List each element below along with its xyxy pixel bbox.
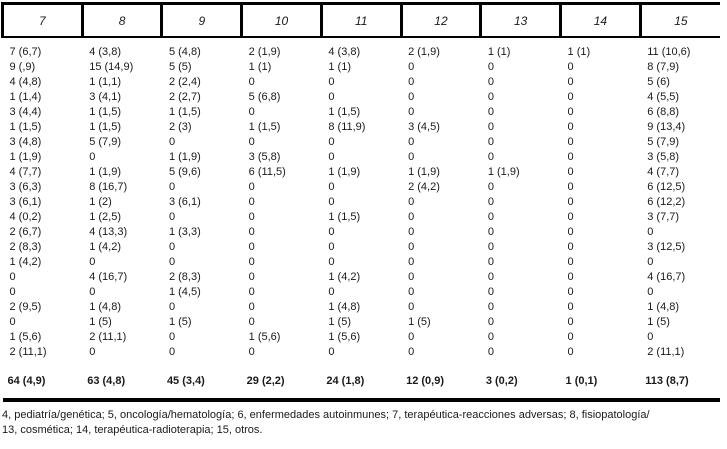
total-cell: 3 (0,2): [481, 360, 561, 400]
table-cell: 0: [328, 226, 335, 238]
column-header: 9: [162, 4, 242, 38]
total-cell: 12 (0,9): [401, 360, 481, 400]
column-header: 15: [640, 4, 720, 38]
table-cell: 0: [248, 346, 255, 358]
table-cell: 8 (16,7): [89, 181, 128, 193]
table-cell: 0: [248, 76, 255, 88]
table-cell: 1 (2,5): [89, 211, 122, 223]
table-cell: 4 (16,7): [89, 271, 128, 283]
table-cell: 0: [567, 316, 574, 328]
table-cell: 0: [328, 286, 335, 298]
table-cell: 1 (1): [487, 46, 511, 58]
table-cell: 1 (5): [647, 316, 670, 328]
table-cell: 1 (1,9): [168, 151, 201, 163]
table-cell: 0: [168, 301, 176, 313]
table-cell: 0: [567, 226, 574, 238]
table-cell: 0: [567, 286, 574, 298]
table-cell: 2 (11,1): [89, 331, 127, 343]
table-cell: 2 (3): [168, 121, 192, 133]
table-cell: 4 (7,7): [9, 166, 42, 178]
table-cell: 5 (6): [647, 76, 670, 88]
table-cell: 4 (0,2): [9, 211, 42, 223]
table-body: [3, 37, 721, 360]
table-cell: 2 (9,5): [9, 301, 42, 313]
table-cell: 0: [408, 346, 415, 358]
table-cell: 1 (1,9): [487, 166, 520, 178]
table-row: [3, 105, 721, 120]
table-footnote: [2, 408, 727, 438]
table-cell: 0: [248, 211, 255, 223]
table-cell: 5 (9,6): [168, 166, 201, 178]
table-row: [3, 90, 721, 105]
table-row: [3, 180, 721, 195]
table-cell: 0: [567, 136, 574, 148]
table-cell: 0: [567, 331, 574, 343]
table-cell: 6 (11,5): [248, 166, 286, 178]
table-cell: 4 (5,5): [647, 91, 680, 103]
table-row: [3, 240, 721, 255]
table-cell: 1 (4,5): [168, 286, 201, 298]
table-cell: 0: [567, 166, 574, 178]
footnote-line-2: 13, cosmética; 14, terapéutica-radioterapia; 15, otros.: [2, 424, 263, 436]
table-cell: 0: [89, 346, 96, 358]
table-cell: 0: [408, 331, 415, 343]
table-cell: 9 (,9): [9, 61, 36, 73]
table-cell: 0: [89, 256, 96, 268]
table-cell: 0: [89, 286, 96, 298]
table-cell: 0: [168, 136, 176, 148]
table-cell: 2 (6,7): [9, 226, 42, 238]
table-cell: 6 (12,5): [647, 181, 686, 193]
table-cell: 1 (1,5): [328, 211, 361, 223]
totals-row: [3, 360, 721, 400]
table-cell: 0: [567, 211, 574, 223]
table-cell: 4 (3,8): [89, 46, 122, 58]
table-cell: 3 (6,1): [9, 196, 42, 208]
table-cell: 1 (4,8): [647, 301, 680, 313]
table-cell: 1 (5): [168, 316, 192, 328]
table-cell: 15 (14,9): [89, 61, 134, 73]
table-cell: 2 (8,3): [168, 271, 201, 283]
table-row: [3, 120, 721, 135]
table-cell: 0: [487, 61, 494, 73]
table-cell: 0: [567, 346, 574, 358]
table-cell: 0: [408, 226, 415, 238]
table-cell: 0: [487, 211, 494, 223]
table-cell: 4 (4,8): [9, 76, 42, 88]
table-cell: 0: [567, 241, 574, 253]
table-cell: 1 (1,5): [89, 121, 122, 133]
table-cell: 0: [408, 106, 415, 118]
table-cell: 2 (11,1): [9, 346, 47, 358]
table-row: [3, 37, 721, 60]
table-cell: 1 (4,8): [89, 301, 122, 313]
table-cell: 9 (13,4): [647, 121, 686, 133]
header-row: [3, 4, 721, 38]
table-cell: 8 (7,9): [647, 61, 680, 73]
table-cell: 3 (12,5): [647, 241, 686, 253]
table-cell: 1 (1,9): [328, 166, 361, 178]
frequency-table: [1, 2, 720, 402]
table-cell: 0: [328, 196, 335, 208]
table-cell: 1 (1,9): [89, 166, 122, 178]
table-cell: 1 (1,9): [9, 151, 42, 163]
table-cell: 0: [328, 76, 335, 88]
table-cell: 0: [328, 181, 335, 193]
table-cell: 1 (1): [567, 46, 591, 58]
column-header: 7: [3, 4, 83, 38]
table-cell: 0: [567, 121, 574, 133]
table-cell: 1 (1,4): [9, 91, 42, 103]
table-cell: 0: [647, 226, 654, 238]
column-header: 11: [321, 4, 401, 38]
table-cell: 1 (1,5): [89, 106, 122, 118]
column-header: 12: [401, 4, 481, 38]
table-cell: 0: [487, 301, 494, 313]
table-cell: 0: [408, 211, 415, 223]
table-cell: 3 (4,4): [9, 106, 42, 118]
table-row: [3, 270, 721, 285]
table-cell: 0: [408, 241, 415, 253]
table-cell: 0: [408, 61, 415, 73]
table-cell: 4 (7,7): [647, 166, 680, 178]
table-cell: 0: [9, 286, 16, 298]
table-cell: 0: [408, 286, 415, 298]
table-cell: 0: [328, 256, 335, 268]
table-cell: 0: [567, 61, 574, 73]
table-cell: 6 (8,8): [647, 106, 680, 118]
table-cell: 0: [408, 91, 415, 103]
table-cell: 0: [248, 181, 255, 193]
table-cell: 0: [328, 241, 335, 253]
table-cell: 0: [328, 136, 335, 148]
table-cell: 0: [408, 301, 415, 313]
table-cell: 2 (2,4): [168, 76, 201, 88]
table-cell: 0: [567, 91, 574, 103]
table-cell: 0: [248, 301, 255, 313]
table-cell: 3 (4,5): [408, 121, 440, 133]
table-row: [3, 75, 721, 90]
table-cell: 4 (3,8): [328, 46, 361, 58]
table-cell: 5 (4,8): [168, 46, 201, 58]
table-cell: 0: [408, 151, 415, 163]
table-cell: 5 (5): [168, 61, 192, 73]
table-cell: 0: [487, 241, 494, 253]
table-cell: 0: [487, 226, 494, 238]
table-cell: 0: [487, 121, 494, 133]
table-cell: 1 (5): [89, 316, 112, 328]
table-cell: 0: [9, 271, 16, 283]
table-cell: 3 (4,1): [89, 91, 122, 103]
table-cell: 1 (4,2): [9, 256, 42, 268]
table-cell: 3 (7,7): [647, 211, 680, 223]
table-cell: 0: [408, 76, 415, 88]
table-cell: 0: [487, 331, 494, 343]
table-cell: 0: [487, 271, 494, 283]
table-cell: 4 (13,3): [89, 226, 128, 238]
table-cell: 0: [487, 106, 494, 118]
table-row: [3, 300, 721, 315]
footnote-line-1: 4, pediatría/genética; 5, oncología/hematología; 6, enfermedades autoinmunes; 7, terapéutica-reacciones adversas; 8, fisiopatología/: [2, 409, 650, 421]
table-cell: 0: [328, 151, 335, 163]
table-cell: 3 (5,8): [248, 151, 281, 163]
table-cell: 0: [248, 271, 255, 283]
total-cell: 29 (2,2): [242, 360, 322, 400]
table-cell: 0: [9, 316, 16, 328]
table-cell: 0: [408, 136, 415, 148]
table-cell: 1 (3,3): [168, 226, 201, 238]
column-header: 8: [82, 4, 162, 38]
table-cell: 7 (6,7): [9, 46, 42, 58]
column-header: 10: [242, 4, 322, 38]
table-cell: 0: [248, 196, 255, 208]
table-cell: 1 (1,5): [168, 106, 201, 118]
table-cell: 0: [248, 256, 255, 268]
table-cell: 1 (4,2): [328, 271, 361, 283]
table-cell: 0: [487, 91, 494, 103]
table-cell: 0: [89, 151, 96, 163]
table-cell: 0: [487, 256, 494, 268]
table-cell: 1 (1): [248, 61, 272, 73]
total-cell: 113 (8,7): [640, 360, 720, 400]
table-cell: 3 (6,3): [9, 181, 42, 193]
table-row: [3, 330, 721, 345]
table-cell: 5 (6,8): [248, 91, 281, 103]
table-cell: 1 (1,1): [89, 76, 122, 88]
table-cell: 1 (2): [89, 196, 112, 208]
table-cell: 6 (12,2): [647, 196, 686, 208]
table-cell: 0: [487, 286, 494, 298]
table-cell: 0: [408, 271, 415, 283]
table-cell: 0: [487, 346, 494, 358]
total-cell: 63 (4,8): [82, 360, 162, 400]
table-cell: 2 (2,7): [168, 91, 201, 103]
table-cell: 0: [328, 91, 335, 103]
table-cell: 0: [567, 301, 574, 313]
table-cell: 0: [408, 196, 415, 208]
total-cell: 1 (0,1): [561, 360, 641, 400]
table-cell: 1 (1,5): [9, 121, 42, 133]
table-cell: 0: [168, 331, 176, 343]
column-header: 13: [481, 4, 561, 38]
table-cell: 0: [567, 271, 574, 283]
table-row: [3, 195, 721, 210]
table-cell: 0: [487, 316, 494, 328]
table-cell: 0: [168, 241, 176, 253]
table-cell: 0: [487, 76, 494, 88]
table-cell: 5 (7,9): [89, 136, 122, 148]
table-cell: 2 (1,9): [248, 46, 281, 58]
total-cell: 45 (3,4): [162, 360, 242, 400]
table-cell: 3 (4,8): [9, 136, 42, 148]
table-cell: 1 (4,8): [328, 301, 361, 313]
table-row: [3, 285, 721, 300]
table-row: [3, 210, 721, 225]
table-cell: 0: [168, 256, 176, 268]
table-cell: 1 (5,6): [328, 331, 361, 343]
table-row: [3, 255, 721, 270]
table-cell: 1 (1,5): [248, 121, 281, 133]
table-cell: 0: [567, 181, 574, 193]
table-cell: 0: [248, 316, 255, 328]
table-cell: 0: [487, 151, 494, 163]
table-cell: 0: [168, 346, 176, 358]
table-row: [3, 165, 721, 180]
table-cell: 0: [248, 241, 255, 253]
table-cell: 0: [248, 226, 255, 238]
table-cell: 4 (16,7): [647, 271, 686, 283]
table-cell: 3 (5,8): [647, 151, 680, 163]
total-cell: 24 (1,8): [321, 360, 401, 400]
table-cell: 0: [647, 256, 654, 268]
table-cell: 1 (5): [408, 316, 431, 328]
table-cell: 2 (1,9): [408, 46, 440, 58]
table-cell: 0: [408, 256, 415, 268]
table-cell: 0: [567, 106, 574, 118]
table-cell: 0: [647, 286, 654, 298]
table-totals: [3, 360, 721, 400]
table-cell: 1 (1,9): [408, 166, 440, 178]
table-cell: 1 (5,6): [248, 331, 281, 343]
table-cell: 1 (4,2): [89, 241, 122, 253]
table-cell: 0: [248, 106, 255, 118]
table-cell: 5 (7,9): [647, 136, 680, 148]
table-cell: 0: [567, 256, 574, 268]
table-cell: 0: [487, 181, 494, 193]
table-cell: 2 (4,2): [408, 181, 440, 193]
table-cell: 0: [168, 181, 176, 193]
table-cell: 2 (11,1): [647, 346, 685, 358]
table-cell: 0: [248, 136, 255, 148]
table-cell: 11 (10,6): [647, 46, 691, 58]
table-row: [3, 315, 721, 330]
table-cell: 0: [168, 211, 176, 223]
table-row: [3, 225, 721, 240]
table-cell: 0: [487, 136, 494, 148]
table-cell: 2 (8,3): [9, 241, 42, 253]
table-cell: 1 (1): [328, 61, 351, 73]
table-cell: 0: [647, 331, 654, 343]
table-cell: 1 (1,5): [328, 106, 361, 118]
column-header: 14: [561, 4, 641, 38]
table-cell: 0: [567, 151, 574, 163]
table-cell: 0: [567, 196, 574, 208]
table-header: [3, 4, 721, 38]
total-cell: 64 (4,9): [3, 360, 83, 400]
table-row: [3, 135, 721, 150]
table-cell: 1 (5,6): [9, 331, 42, 343]
table-cell: 8 (11,9): [328, 121, 366, 133]
table-cell: 1 (5): [328, 316, 351, 328]
table-row: [3, 60, 721, 75]
table-cell: 3 (6,1): [168, 196, 201, 208]
table-cell: 0: [328, 346, 335, 358]
table-cell: 0: [487, 196, 494, 208]
table-cell: 0: [248, 286, 255, 298]
table-cell: 0: [567, 76, 574, 88]
table-row: [3, 150, 721, 165]
table-row: [3, 345, 721, 360]
